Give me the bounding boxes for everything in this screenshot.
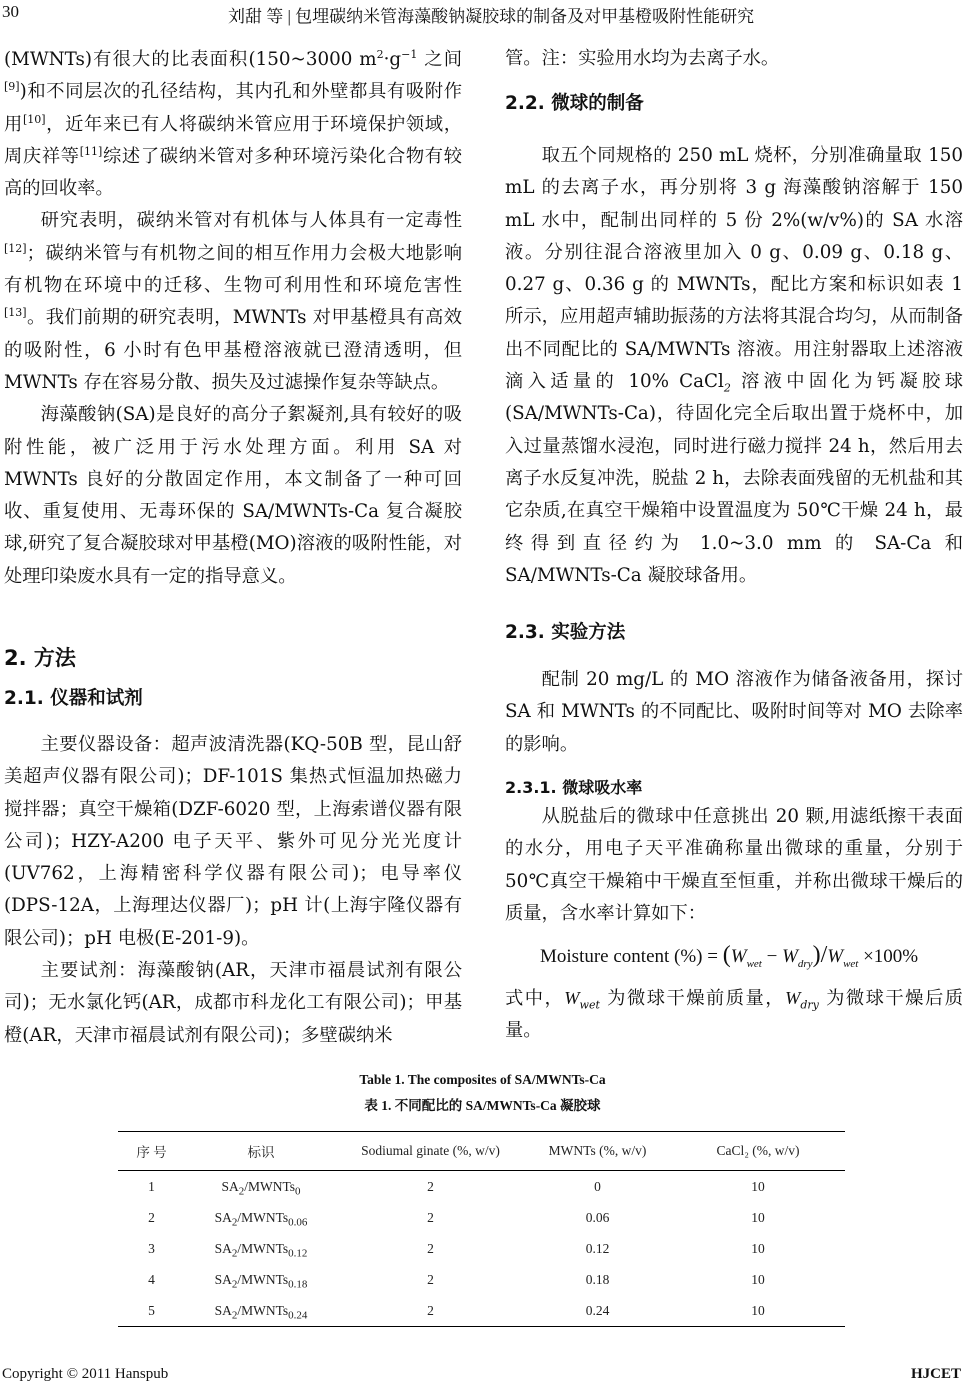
paragraph [505, 801, 963, 930]
table-row [118, 1233, 845, 1264]
text-run: 。我们前期的研究表明，MWNTs 对甲基橙具有高效的吸附性，6 小时有色甲基橙溶液就已澄清透明，但 MWNTs 存在容易分散、损失及过滤操作复杂等缺点。 [4, 307, 462, 393]
variable: W [785, 988, 801, 1008]
id-base: SA [221, 1178, 239, 1194]
col-header: Sodiumal ginate (%, w/v) [337, 1132, 524, 1171]
table-caption-en: Table 1. The composites of SA/MWNTs-Ca [359, 1072, 606, 1087]
cell-sa: 2 [427, 1209, 434, 1225]
cell-no: 1 [148, 1178, 155, 1194]
text-run: ；碳纳米管与有机物之间的相互作用力会极大地影响有机物在环境中的迁移、生物可利用性和环境危害性 [4, 242, 462, 297]
text-run: 从脱盐后的微球中任意挑出 20 颗,用滤纸擦干表面的水分，用电子天平准确称量出微球的重量，分别于 50℃真空干燥箱中干燥直至恒重，并称出微球干燥后的质量，含水率计算如下： [505, 806, 963, 924]
paragraph [505, 664, 963, 761]
text-run: 管。注：实验用水均为去离子水。 [505, 48, 780, 69]
id-mid: /MWNTs [237, 1240, 289, 1256]
table-row [118, 1264, 845, 1295]
right-column [505, 43, 963, 75]
page-number: 30 [2, 2, 19, 21]
superscript: [11] [79, 144, 103, 158]
id-sub: 2 [231, 1247, 238, 1260]
cell-mwnts: 0.24 [524, 1295, 671, 1327]
cell-mwnts: 0 [594, 1178, 601, 1194]
cell-mwnts: 0.06 [585, 1209, 610, 1225]
col-header: 标识 [185, 1132, 337, 1171]
cell-cacl2: 10 [751, 1271, 765, 1287]
cell-cacl2: 10 [751, 1209, 765, 1225]
text-run: 海藻酸钠(SA)是良好的高分子絮凝剂,具有较好的吸附性能，被广泛用于污水处理方面。利用 SA 对 MWNTs 良好的分散固定作用，本文制备了一种可回收、重复使用、无毒环保的 SA/MWNTs-Ca 复合凝胶球,研究了复合凝胶球对甲基橙(MO)溶液的吸附性能，对处理印染废水具有一定的指导意义。 [4, 404, 462, 587]
table-header-row [118, 1132, 845, 1171]
formula-op: / [820, 942, 828, 968]
left-column [4, 44, 462, 593]
col-header: 序 号 [118, 1132, 185, 1171]
formula-tail: ×100% [858, 946, 919, 967]
text-run: 之间 [417, 49, 463, 70]
cell-id [185, 1202, 337, 1233]
paragraph [4, 205, 462, 399]
cell-mwnts: 0.18 [585, 1271, 610, 1287]
id-sub: 2 [238, 1185, 245, 1198]
table-row [118, 1202, 845, 1233]
superscript: [12] [4, 241, 27, 255]
text-run: 主要试剂：海藻酸钠(AR，天津市福晨试剂有限公司)；无水氯化钙(AR，成都市科龙化工有限公司)；甲基橙(AR，天津市福晨试剂有限公司)；多壁碳纳米 [4, 960, 462, 1046]
id-base: SA [214, 1271, 232, 1287]
superscript: −1 [401, 47, 418, 61]
subscript: 2 [723, 381, 731, 395]
cell-sa: 2 [427, 1240, 434, 1256]
section-heading-instruments: 2.1. 仪器和试剂 [4, 688, 143, 709]
moisture-formula [540, 942, 918, 969]
journal-name: HJCET [910, 1366, 961, 1382]
subscript: wet [579, 998, 600, 1012]
section-heading-water-absorption: 2.3.1. 微球吸水率 [505, 778, 643, 797]
text-run: (MWNTs)有很大的比表面积(150~3000 m [4, 49, 377, 70]
text-run: ，近年来已有人将碳纳米管应用于环境保护领域，周庆祥等 [4, 113, 463, 167]
text-run: 取五个同规格的 250 mL 烧杯，分别准确量取 150 mL 的去离子水，再分别将 3 g 海藻酸钠溶解于 150 mL 水中，配制出同样的 5 份 2%(w/v%)的 SA 水溶液。分别往混合溶液里加入 0 g、0.09 g、0.18 g、0.27 g、0.36 g 的 MWNTs，配比方案和标识如表 1 所示，应用超声辅助振荡的方法将其混合均匀，从而制备出不同配比的 SA/MWNTs 溶液。用注射器取上述溶液滴入适量的 10% CaCl [505, 145, 963, 393]
text-run: 溶液中固化为钙凝胶球(SA/MWNTs-Ca)，待固化完全后取出置于烧杯中，加入过量蒸馏水浸泡，同时进行磁力搅拌 24 h，然后用去离子水反复冲洗，脱盐 2 h，去除表面残留的无机盐和其它杂质,在真空干燥箱中设置温度为 50℃干燥 24 h，最终得到直径约为 1.0~3.0 mm 的 SA-Ca 和 SA/MWNTs-Ca 凝胶球备用。 [505, 371, 964, 586]
left-column-lower [4, 729, 462, 1052]
cell-no: 3 [148, 1240, 155, 1256]
id-sub: 2 [231, 1309, 238, 1322]
col-header: MWNTs (%, w/v) [524, 1132, 671, 1171]
formula-paren: ( [722, 942, 731, 968]
formula-sub: dry [797, 957, 813, 970]
id-sub: 0.12 [288, 1247, 308, 1260]
section-heading-method: 2. 方法 [4, 646, 76, 670]
right-column-p2 [505, 664, 963, 761]
id-mid: /MWNTs [237, 1302, 289, 1318]
cell-cacl2: 10 [751, 1178, 765, 1194]
superscript: [10] [22, 112, 46, 126]
id-mid: /MWNTs [244, 1178, 296, 1194]
id-base: SA [214, 1240, 232, 1256]
id-mid: /MWNTs [237, 1271, 289, 1287]
id-mid: /MWNTs [237, 1209, 289, 1225]
cell-sa: 2 [337, 1295, 524, 1327]
id-sub: 0.18 [288, 1278, 308, 1291]
cell-sa: 2 [427, 1271, 434, 1287]
right-column-p3 [505, 801, 963, 930]
text-run: ·g [383, 49, 402, 70]
formula-op: − [761, 946, 783, 967]
composites-table [118, 1131, 845, 1327]
id-sub: 0 [295, 1185, 301, 1198]
formula-sub: wet [746, 957, 762, 970]
formula-lhs: Moisture content (%) = [540, 946, 723, 967]
formula-sub: wet [843, 957, 859, 970]
right-column-p4 [505, 982, 963, 1048]
cell-id [185, 1264, 337, 1295]
cell-cacl2: 10 [751, 1240, 765, 1256]
superscript: [13] [4, 306, 27, 320]
text-run: 综述了碳纳米管对多种环境污染化合物有较高的回收率。 [4, 145, 463, 200]
cell-cacl2: 10 [671, 1295, 845, 1327]
cell-id [185, 1295, 337, 1327]
cell-id [185, 1233, 337, 1264]
cell-mwnts: 0.12 [585, 1240, 610, 1256]
id-base: SA [214, 1302, 232, 1318]
paragraph [4, 729, 462, 955]
id-sub: 2 [231, 1216, 238, 1229]
table-row [118, 1171, 845, 1203]
subscript: dry [800, 998, 819, 1012]
paragraph [505, 982, 963, 1048]
section-heading-microsphere: 2.2. 微球的制备 [505, 93, 644, 114]
variable: W [564, 988, 580, 1008]
table-row [118, 1295, 845, 1327]
text-run: 为微球干燥后质量。 [505, 988, 963, 1042]
formula-var: W [730, 946, 747, 967]
cell-no: 4 [148, 1271, 155, 1287]
cell-sa: 2 [427, 1178, 434, 1194]
paragraph [505, 43, 963, 75]
id-sub: 0.06 [288, 1216, 308, 1229]
text-run: 为微球干燥前质量， [599, 988, 786, 1009]
formula-var: W [827, 946, 844, 967]
superscript: 2 [376, 47, 384, 61]
cell-id [185, 1171, 337, 1203]
text-run: 研究表明，碳纳米管对有机体与人体具有一定毒性 [40, 210, 462, 232]
cell-no: 2 [148, 1209, 155, 1225]
text-run: 主要仪器设备：超声波清洗器(KQ-50B 型，昆山舒美超声仪器有限公司)；DF-101S 集热式恒温加热磁力搅拌器；真空干燥箱(DZF-6020 型，上海索谱仪器有限公司)；HZY-A200 电子天平、紫外可见分光光度计(UV762，上海精密科学仪器有限公司)；电导率仪(DPS-12A，上海理达仪器厂)；pH 计(上海宇隆仪器有限公司)；pH 电极(E-201-9)。 [4, 734, 462, 949]
formula-paren: ) [812, 942, 821, 968]
paragraph [4, 955, 462, 1052]
id-sub: 0.24 [288, 1309, 308, 1322]
text-run: 式中， [505, 988, 565, 1009]
section-heading-experiment: 2.3. 实验方法 [505, 622, 626, 643]
formula-var: W [782, 946, 798, 967]
paragraph [4, 44, 462, 205]
paragraph [4, 399, 462, 593]
table-caption-cn: 表 1. 不同配比的 SA/MWNTs-Ca 凝胶球 [364, 1098, 601, 1113]
paragraph [505, 140, 963, 592]
running-title: 刘甜 等 | 包埋碳纳米管海藻酸钠凝胶球的制备及对甲基橙吸附性能研究 [228, 7, 755, 26]
copyright: Copyright © 2011 Hanspub [2, 1366, 169, 1382]
id-base: SA [214, 1209, 232, 1225]
text-run: 配制 20 mg/L 的 MO 溶液作为储备液备用，探讨 SA 和 MWNTs 的不同配比、吸附时间等对 MO 去除率的影响。 [505, 669, 963, 755]
cell-no: 5 [118, 1295, 185, 1327]
superscript: [9] [4, 80, 20, 94]
col-header: CaCl₂ (%, w/v) [671, 1132, 845, 1171]
right-column-p1 [505, 140, 963, 592]
text-run: )和不同层次的孔径结构，其内孔和外壁都具有吸附作用 [4, 81, 462, 135]
id-sub: 2 [231, 1278, 238, 1291]
